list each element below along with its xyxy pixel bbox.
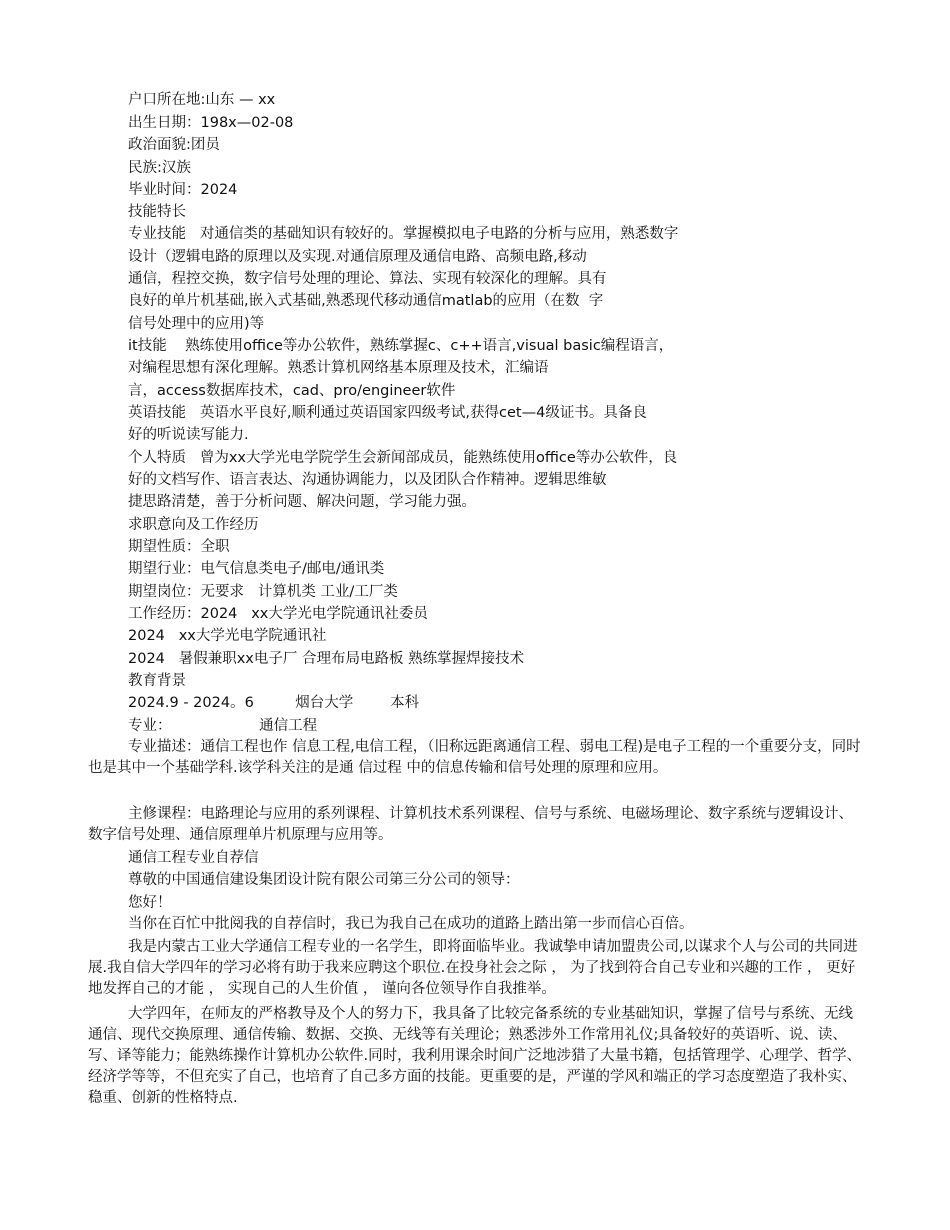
letter-salutation: 尊敬的中国通信建设集团设计院有限公司第三分公司的领导： <box>128 872 520 888</box>
skills-heading: 技能特长 <box>128 204 186 220</box>
pro-skill-line-5: 信号处理中的应用)等 <box>128 316 265 332</box>
work-experience-line-3: 2024 暑假兼职xx电子厂 合理布局电路板 熟练掌握焊接技术 <box>128 651 525 667</box>
graduation-line: 毕业时间：2024 <box>128 182 238 198</box>
personal-trait-line-1: 个人特质 曾为xx大学光电学院学生会新闻部成员，能熟练使用office等办公软件，良 <box>128 450 678 466</box>
it-skill-line-3: 言，access数据库技术，cad、pro/engineer软件 <box>128 383 456 399</box>
pro-skill-line-4: 良好的单片机基础,嵌入式基础,熟悉现代移动通信matlab的应用（在数 字 <box>128 293 604 309</box>
work-experience-line-1: 工作经历：2024 xx大学光电学院通讯社委员 <box>128 606 428 622</box>
letter-title: 通信工程专业自荐信 <box>128 850 259 866</box>
education-heading: 教育背景 <box>128 673 186 689</box>
birthdate-line: 出生日期：198x—02-08 <box>128 115 294 131</box>
it-skill-line-1: it技能 熟练使用office等办公软件，熟练掌握c、c++语言,visual basic编程语言， <box>128 338 674 354</box>
hukou-line: 户口所在地:山东 — xx <box>128 92 276 108</box>
major-line: 专业： 通信工程 <box>128 718 318 734</box>
letter-paragraph-1: 当你在百忙中批阅我的自荐信时，我已为我自己在成功的道路上踏出第一步而信心百倍。 <box>128 916 694 932</box>
pro-skill-line-2: 设计（逻辑电路的原理以及实现.对通信原理及通信电路、高频电路,移动 <box>128 249 587 265</box>
main-courses-paragraph: 主修课程：电路理论与应用的系列课程、计算机技术系列课程、信号与系统、电磁场理论、数字系统与逻辑设计、数字信号处理、通信原理单片机原理与应用等。 <box>88 806 853 843</box>
expected-type-line: 期望性质：全职 <box>128 539 230 555</box>
letter-paragraph-2: 我是内蒙古工业大学通信工程专业的一名学生，即将面临毕业。我诚挚申请加盟贵公司,以谋求个人与公司的共同进展.我自信大学四年的学习必将有助于我来应聘这个职位.在投身社会之际 ， 为了找到符合自己专业和兴趣的工作 ， 更好地发挥自己的才能 ， 实现自己的人生价值 ， 谨向各位领导作自我推举。 <box>88 939 858 997</box>
work-experience-line-2: 2024 xx大学光电学院通讯社 <box>128 628 327 644</box>
personal-trait-line-3: 捷思路清楚，善于分析问题、解决问题，学习能力强。 <box>128 494 476 510</box>
ethnicity-line: 民族:汉族 <box>128 160 191 176</box>
political-status-line: 政治面貌:团员 <box>128 137 220 153</box>
job-intention-heading: 求职意向及工作经历 <box>128 517 259 533</box>
letter-paragraph-3: 大学四年，在师友的严格教导及个人的努力下，我具备了比较完备系统的专业基础知识，掌握了信号与系统、无线通信、现代交换原理、通信传输、数据、交换、无线等有关理论；熟悉涉外工作常用礼仪;具备较好的英语听、说、读、写、译等能力；能熟练操作计算机办公软件.同时，我利用课余时间广泛地涉猎了大量书籍，包括管理学、心理学、哲学、经济学等等，不但充实了自己，也培育了自己多方面的技能。更重要的是，严谨的学风和端正的学习态度塑造了我朴实、稳重、创新的性格特点. <box>88 1006 862 1106</box>
it-skill-line-2: 对编程思想有深化理解。熟悉计算机网络基本原理及技术，汇编语 <box>128 360 549 376</box>
english-skill-line-2: 好的听说读写能力. <box>128 427 249 443</box>
pro-skill-line-3: 通信，程控交换，数字信号处理的理论、算法、实现有较深化的理解。具有 <box>128 271 607 287</box>
english-skill-line-1: 英语技能 英语水平良好,顺利通过英语国家四级考试,获得cet—4级证书。具备良 <box>128 405 647 421</box>
education-period-line: 2024.9 - 2024。6 烟台大学 本科 <box>128 695 420 711</box>
letter-greeting: 您好！ <box>128 895 172 911</box>
expected-position-line: 期望岗位：无要求 计算机类 工业/工厂类 <box>128 584 398 600</box>
personal-trait-line-2: 好的文档写作、语言表达、沟通协调能力，以及团队合作精神。逻辑思维敏 <box>128 472 607 488</box>
pro-skill-line-1: 专业技能 对通信类的基础知识有较好的。掌握模拟电子电路的分析与应用，熟悉数字 <box>128 226 679 242</box>
major-description-paragraph: 专业描述：通信工程也作 信息工程,电信工程，（旧称远距离通信工程、弱电工程)是电子工程的一个重要分支，同时也是其中一个基础学科.该学科关注的是通 信过程 中的信息传输和信号处理的原理和应用。 <box>88 739 861 776</box>
expected-industry-line: 期望行业：电气信息类电子/邮电/通讯类 <box>128 561 385 577</box>
